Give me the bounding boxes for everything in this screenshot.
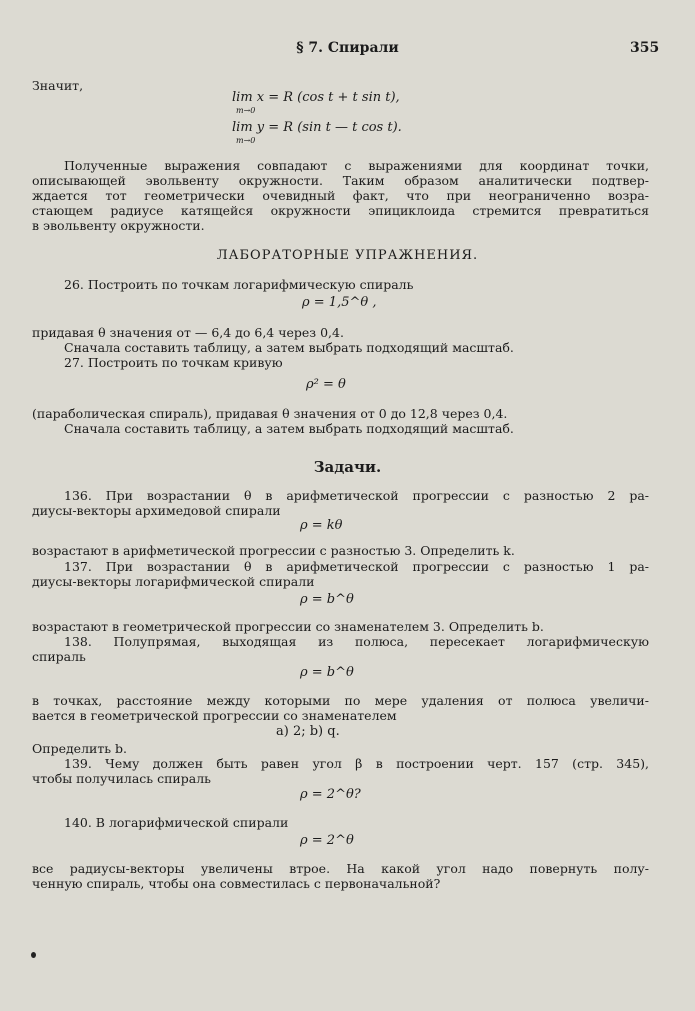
paragraph-line: Полученные выражения совпадают с выражениями для координат точки, <box>64 158 649 173</box>
exercise-27-range: (параболическая спираль), придавая θ значения от 0 до 12,8 через 0,4. <box>32 406 508 421</box>
exercise-27-text: 27. Построить по точкам кривую <box>64 355 283 370</box>
paragraph-line: в эвольвенту окружности. <box>32 218 205 233</box>
problem-140-text: ченную спираль, чтобы она совместилась с первоначальной? <box>32 876 441 891</box>
problem-136-text: диусы-векторы архимедовой спирали <box>32 503 281 518</box>
running-header-section: § 7. Спирали <box>296 40 399 56</box>
problems-section-title: Задачи. <box>313 458 382 476</box>
exercise-27-formula: ρ² = θ <box>306 377 346 392</box>
page-number: 355 <box>630 40 660 56</box>
problem-140-formula: ρ = 2^θ <box>300 833 354 848</box>
problem-138-text: 138. Полупрямая, выходящая из полюса, пересекает логарифмическую <box>64 634 649 649</box>
limit-subscript-y: m→0 <box>236 136 256 145</box>
exercise-26-range: придавая θ значения от — 6,4 до 6,4 через 0,4. <box>32 325 344 340</box>
problem-136-text: возрастают в арифметической прогрессии с разностью 3. Определить k. <box>32 543 515 558</box>
problem-136-formula: ρ = kθ <box>300 518 343 533</box>
problem-138-text: спираль <box>32 649 86 664</box>
exercise-27-note: Сначала составить таблицу, а затем выбрать подходящий масштаб. <box>64 421 514 436</box>
paragraph-line: стающем радиусе катящейся окружности эпициклоида стремится превратиться <box>32 203 649 218</box>
ink-spot <box>31 952 36 958</box>
problem-137-text: 137. При возрастании θ в арифметической прогрессии с разностью 1 ра- <box>64 559 649 574</box>
problem-138-options: a) 2; b) q. <box>276 724 340 739</box>
problem-138-text: Определить b. <box>32 741 128 756</box>
problem-140-text: все радиусы-векторы увеличены втрое. На какой угол надо повернуть полу- <box>32 861 649 876</box>
paragraph-line: ждается тот геометрически очевидный факт, что при неограниченно возра- <box>32 188 649 203</box>
problem-137-text: возрастают в геометрической прогрессии со знаменателем 3. Определить b. <box>32 619 544 634</box>
problem-137-text: диусы-векторы логарифмической спирали <box>32 574 315 589</box>
exercise-26-note: Сначала составить таблицу, а затем выбрать подходящий масштаб. <box>64 340 514 355</box>
limit-formula-y: lim y = R (sin t — t cos t). <box>232 120 402 135</box>
paragraph-line: описывающей эвольвенту окружности. Таким образом аналитически подтвер- <box>32 173 649 188</box>
problem-138-text: вается в геометрической прогрессии со знаменателем <box>32 708 397 723</box>
problem-139-text: чтобы получилась спираль <box>32 771 211 786</box>
problem-138-formula: ρ = b^θ <box>300 665 354 680</box>
limit-formula-x: lim x = R (cos t + t sin t), <box>232 90 400 105</box>
problem-139-formula: ρ = 2^θ? <box>300 787 361 802</box>
exercise-26-text: 26. Построить по точкам логарифмическую спираль <box>64 277 414 292</box>
exercise-26-formula: ρ = 1,5^θ , <box>302 295 377 310</box>
intro-text: Значит, <box>32 78 84 93</box>
problem-140-text: 140. В логарифмической спирали <box>64 815 289 830</box>
limit-subscript-x: m→0 <box>236 106 256 115</box>
problem-136-text: 136. При возрастании θ в арифметической прогрессии с разностью 2 ра- <box>64 488 649 503</box>
lab-section-title: ЛАБОРАТОРНЫЕ УПРАЖНЕНИЯ. <box>216 248 479 263</box>
problem-137-formula: ρ = b^θ <box>300 592 354 607</box>
problem-138-text: в точках, расстояние между которыми по мере удаления от полюса увеличи- <box>32 693 649 708</box>
problem-139-text: 139. Чему должен быть равен угол β в построении черт. 157 (стр. 345), <box>64 756 649 771</box>
